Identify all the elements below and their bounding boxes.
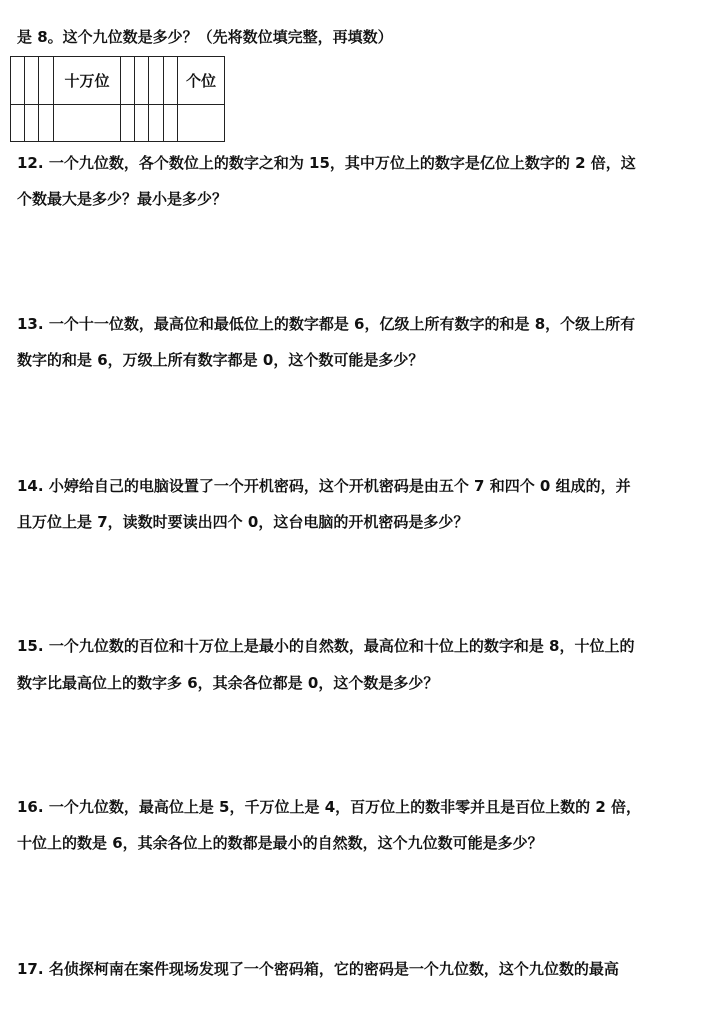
answer-cell[interactable]: [164, 105, 178, 142]
answer-cell[interactable]: [178, 105, 225, 142]
place-value-answer-row: [11, 105, 225, 142]
place-value-cell: [135, 57, 149, 105]
answer-cell[interactable]: [11, 105, 25, 142]
place-value-header-row: [11, 57, 225, 105]
question-17-line-1: [17, 959, 619, 979]
answer-cell[interactable]: [149, 105, 164, 142]
question-12-line-1: [17, 153, 636, 173]
answer-cell[interactable]: [135, 105, 149, 142]
question-14-line-2: 且万位上是 7，读数时要读出四个 0，这台电脑的开机密码是多少？: [17, 513, 469, 531]
intro-line: 是 8。这个九位数是多少？（先将数位填完整，再填数）: [17, 28, 393, 46]
question-text: 一个九位数，最高位上是 5，千万位上是 4，百万位上的数非零并且是百位上数的 2 倍，: [48, 798, 642, 816]
answer-cell[interactable]: [25, 105, 39, 142]
place-value-table: [10, 56, 225, 142]
question-text: 一个十一位数，最高位和最低位上的数字都是 6，亿级上所有数字的和是 8，个级上所有: [48, 315, 636, 333]
question-text: 一个九位数，各个数位上的数字之和为 15，其中万位上的数字是亿位上数字的 2 倍，这: [48, 154, 636, 172]
place-value-cell: [11, 57, 25, 105]
question-15-line-1: [17, 636, 634, 656]
answer-cell[interactable]: [39, 105, 54, 142]
question-16-line-1: [17, 797, 641, 817]
question-text: 一个九位数的百位和十万位上是最小的自然数，最高位和十位上的数字和是 8，十位上的: [48, 637, 635, 655]
place-value-cell: [164, 57, 178, 105]
question-13-line-2: 数字的和是 6，万级上所有数字都是 0，这个数可能是多少？: [17, 351, 424, 369]
question-number: 12.: [17, 154, 44, 172]
answer-cell[interactable]: [54, 105, 121, 142]
question-13-line-1: [17, 314, 635, 334]
question-14-line-1: [17, 476, 631, 496]
question-text: 小婷给自己的电脑设置了一个开机密码，这个开机密码是由五个 7 和四个 0 组成的，并: [48, 477, 631, 495]
place-value-cell: [121, 57, 135, 105]
place-value-cell-hundred-thousands: 十万位: [54, 57, 121, 105]
question-number: 14.: [17, 477, 44, 495]
question-number: 17.: [17, 960, 44, 978]
place-value-cell-ones: 个位: [178, 57, 225, 105]
place-value-cell: [25, 57, 39, 105]
question-12-line-2: 个数最大是多少？最小是多少？: [17, 190, 228, 208]
question-15-line-2: 数字比最高位上的数字多 6，其余各位都是 0，这个数是多少？: [17, 674, 439, 692]
question-text: 名侦探柯南在案件现场发现了一个密码箱，它的密码是一个九位数，这个九位数的最高: [48, 960, 619, 978]
place-value-cell: [39, 57, 54, 105]
question-number: 15.: [17, 637, 44, 655]
question-number: 13.: [17, 315, 44, 333]
question-16-line-2: 十位上的数是 6，其余各位上的数都是最小的自然数，这个九位数可能是多少？: [17, 834, 543, 852]
answer-cell[interactable]: [121, 105, 135, 142]
place-value-cell: [149, 57, 164, 105]
question-number: 16.: [17, 798, 44, 816]
